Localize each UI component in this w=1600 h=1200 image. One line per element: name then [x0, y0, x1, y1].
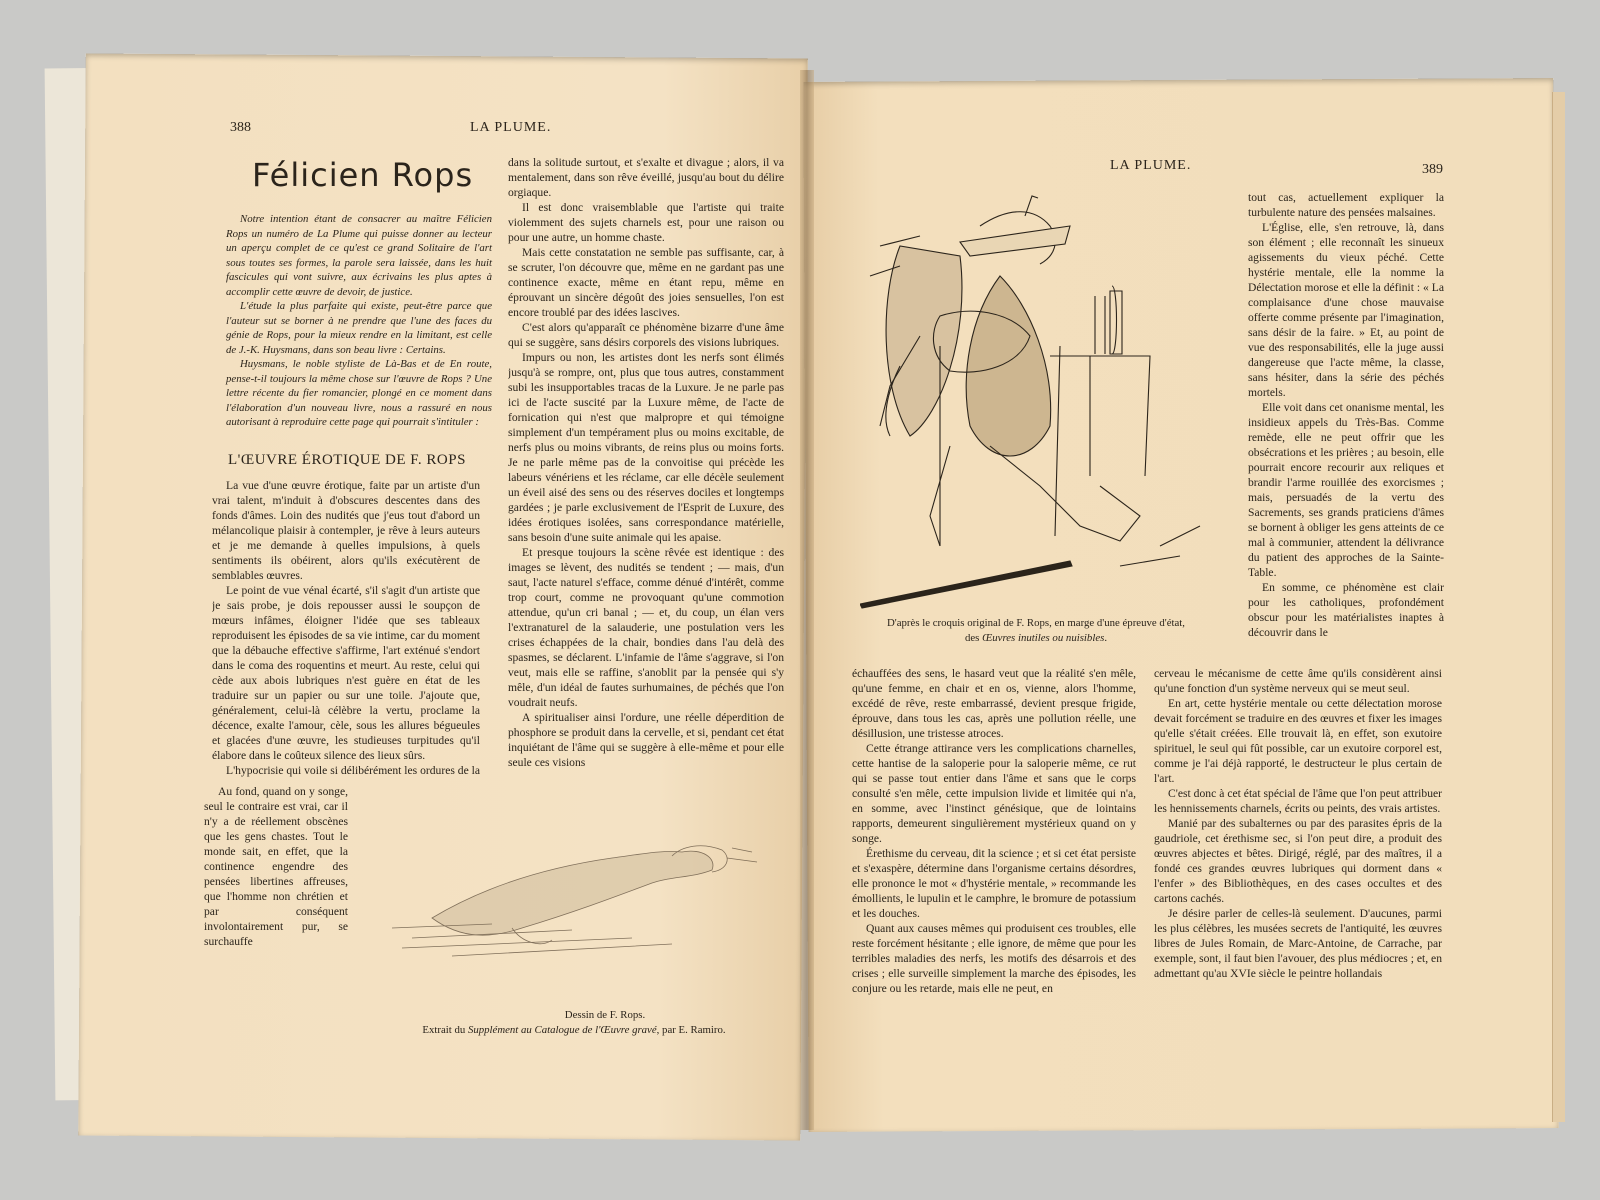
- body-paragraph: C'est alors qu'apparaît ce phénomène bizarre d'une âme qui se suggère, sans désirs corporels des visions lubriques.: [508, 321, 784, 349]
- left-column-1: [212, 478, 480, 778]
- intro-block: [226, 212, 492, 430]
- body-paragraph: C'est donc à cet état spécial de l'âme que l'on peut attribuer les hennissements charnels, écrits ou peints, des vrais artistes.: [1154, 787, 1442, 815]
- body-paragraph: Érethisme du cerveau, dit la science ; et si cet état persiste et s'exaspère, détermine dans l'organisme certains désordres, elle prononce le mot « d'hystérie mentale, » recommande les émollients, le lupulin et le camphre, le bromure de potassium et les douches.: [852, 847, 1136, 920]
- book-gutter: [800, 70, 814, 1130]
- intro-paragraph: Huysmans, le noble styliste de Là-Bas et de En route, pense-t-il toujours la même chose sur l'œuvre de Rops ? Une lettre récente du fier romancier, plongé en ce moment dans l'élaboration d'un nouveau livre, nous a rassuré en nous autorisant à reproduire cette page qui pourrait s'intituler :: [226, 358, 492, 428]
- body-paragraph: échauffées des sens, le hasard veut que la réalité s'en mêle, qu'une femme, en chair et en os, vienne, alors l'homme, excédé de rêve, reste embarrassé, devient presque frigide, éprouve, dans tous les cas, après une pollution réelle, une désillusion, une tristesse atroces.: [852, 667, 1136, 740]
- caption-text: des: [964, 632, 983, 644]
- left-column-2: [508, 155, 784, 815]
- page-edges: [1552, 92, 1565, 1122]
- caption-title: Supplément au Catalogue de l'Œuvre gravé: [467, 1024, 657, 1036]
- left-page-number: 388: [230, 120, 251, 135]
- right-column-1: [852, 666, 1136, 1030]
- left-column-1-narrow: [204, 784, 348, 1012]
- right-column-2: [1154, 666, 1442, 1030]
- body-paragraph: Le point de vue vénal écarté, s'il s'agit d'un artiste que je sais probe, je dois repousser aussi le soupçon de mœurs infâmes, éloigner l'idée que ses tableaux reproduisent les épisodes de sa vie intime, car du moment que la débauche effective s'affirme, l'art exténué s'endort dans le coma des roquentins et meurt. Au reste, celui qui cède aux abois lubriques n'est guère en état de les traduire sur un papier ou sur une toile. J'ajoute que, généralement, celui-là célèbre la vertu, proclame la décence, exalte l'amour, cèle, sous les allures bégueules et glacées d'une œuvre, les studieuses turpitudes qu'il élabore dans le coûteux silence des lieux sûrs.: [212, 584, 480, 762]
- right-running-head: LA PLUME.: [1110, 158, 1192, 173]
- body-paragraph: A spiritualiser ainsi l'ordure, une réelle déperdition de phosphore se produit dans la cervelle, et si, pendant cet état inquiétant de l'âme qui se suggère à elle-même et pour elle seule ces visions: [508, 711, 784, 769]
- intro-paragraph: Notre intention étant de consacrer au maître Félicien Rops un numéro de La Plume qui puisse donner au lecteur un aperçu complet de ce qu'est ce grand Solitaire de l'art sous toutes ses formes, la parole sera laissée, dans les huit fascicules qui vont suivre, aux écrivains les plus aptes à accomplir cette œuvre de devoir, de justice.: [226, 213, 492, 298]
- body-paragraph: Au fond, quand on y songe, seul le contraire est vrai, car il n'y a de réellement obscènes que les gens chastes. Tout le monde sait, en effet, que la continence engendre des pensées libertines affreuses, que l'homme non chrétien et par conséquent involontairement pur, se surchauffe: [204, 785, 348, 948]
- body-paragraph: Quant aux causes mêmes qui produisent ces troubles, elle reste forcément hésitante ; elle ignore, de même que pour les terribles maladies des nerfs, les motifs des désarrois et des crises ; elle surveille simplement la marche des épisodes, les conjure ou les retarde, mais elle ne peut, en: [852, 922, 1136, 995]
- body-paragraph: Cette étrange attirance vers les complications charnelles, cette hantise de la saloperie pour la saloperie même, ce rut qui se passe tout entier dans l'âme et sans que le corps consulté s'en mêle, cette impulsion livide et limitée qui n'a, en somme, avec l'instinct génésique, que de lointains rapports, demeurent singulièrement mystérieux quand on y songe.: [852, 742, 1136, 845]
- right-figure-caption-2: [840, 631, 1232, 645]
- body-paragraph: Impurs ou non, les artistes dont les nerfs sont élimés jusqu'à se rompre, ont, plus que tous autres, constamment subi les insupportables tracas de la Luxure. Je ne parle pas ici de l'acte suscité par la Luxure même, de l'acte de fornication qui n'est que malpropre et qui témoigne simplement d'un tempérament plus ou moins excitable, de nerfs plus ou moins vibrants, de reins plus ou moins forts. Je ne parle même pas de la convoitise qui précède les labeurs vénériens et les réclame, car elle décèle seulement un éveil aisé des sens ou des réserves dociles et longtemps gardées ; je parle exclusivement de l'Esprit de Luxure, des idées érotiques isolées, sans correspondance matérielle, sans besoin d'une suite animale qui les apaise.: [508, 351, 784, 544]
- body-paragraph: Manié par des subalternes ou par des parasites épris de la gaudriole, cet érethisme sec, si l'on peut dire, a produit des œuvres abjectes et bêtes. Dirigé, réglé, par des maîtres, il a fondé ces grandes œuvres lubriques qui dorment dans « l'enfer » des Bibliothèques, en des cases occultes et des cartons cachés.: [1154, 817, 1442, 905]
- right-page-number: 389: [1422, 162, 1443, 177]
- caption-text: Extrait du: [422, 1024, 468, 1036]
- left-figure-caption-1: Dessin de F. Rops.: [564, 1009, 646, 1021]
- caption-title: Œuvres inutiles ou nuisibles: [982, 632, 1105, 644]
- article-title: Félicien Rops: [252, 156, 474, 194]
- body-paragraph: cerveau le mécanisme de cette âme qu'ils considèrent ainsi qu'une fonction d'un système nerveux qui se meut seul.: [1154, 667, 1442, 695]
- left-running-head: LA PLUME.: [470, 120, 552, 135]
- right-figure-caption-1: D'après le croquis original de F. Rops, en marge d'une épreuve d'état,: [887, 617, 1185, 629]
- left-figure-caption-2: [384, 1023, 764, 1037]
- body-paragraph: L'hypocrisie qui voile si délibérément les ordures de la: [226, 764, 480, 777]
- body-paragraph: Mais cette constatation ne semble pas suffisante, car, à se scruter, l'on découvre que, même en ne gardant pas une continence exacte, même en étant repu, même en éprouvant un sincère dégoût des joies sensuelles, l'on est encore troublé par des idées lascives.: [508, 246, 784, 319]
- body-paragraph: En somme, ce phénomène est clair pour les catholiques, profondément obscur pour les matérialistes inaptes à découvrir dans le: [1248, 581, 1444, 639]
- right-top-column: [1248, 190, 1444, 656]
- body-paragraph: La vue d'une œuvre érotique, faite par un artiste d'un vrai talent, m'induit à d'obscures descentes dans des fonds d'âmes. Loin des nudités que j'eus tout d'abord un mélancolique plaisir à contempler, je rêve à leurs auteurs et je me demande à quelles impulsions, à quels sentiments ils obéirent, alors qu'ils exécutèrent de semblables œuvres.: [212, 479, 480, 582]
- body-paragraph: tout cas, actuellement expliquer la turbulente nature des pensées malsaines.: [1248, 191, 1444, 219]
- body-paragraph: Il est donc vraisemblable que l'artiste qui traite violemment des sujets charnels est, pour une raison ou pour une autre, un homme chaste.: [508, 201, 784, 244]
- body-paragraph: En art, cette hystérie mentale ou cette délectation morose devait forcément se traduire en des œuvres et fixer les images qu'elle s'était créées. Elle trouvait là, en effet, son exutoire spirituel, le seul qui fût possible, car un exutoire corporel est, comme je l'ai déjà rapporté, le destructeur le plus certain de l'art.: [1154, 697, 1442, 785]
- intro-paragraph: L'étude la plus parfaite qui existe, peut-être parce que l'auteur sut se borner à ne prendre que l'une des faces du génie de Rops, pour la mieux rendre en la limitant, est celle de J.-K. Huysmans, dans son beau livre : Certains.: [226, 300, 492, 356]
- body-paragraph: dans la solitude surtout, et s'exalte et divague ; alors, il va mentalement, dans son rêve éveillé, jusqu'au bout du délire orgiaque.: [508, 156, 784, 199]
- seated-man-sketch: [860, 186, 1210, 616]
- body-paragraph: Et presque toujours la scène rêvée est identique : des images se lèvent, des nudités se tendent ; — mais, d'un saut, l'acte naturel s'efface, comme dénué d'intérêt, comme trop court, comme ne provoquant qu'une commotion attendue, qu'un cri banal ; — et, du coup, un élan vers l'extranaturel de la salauderie, une postulation vers les crises échappées de la chair, bondies dans l'au delà des spasmes, se déclarent. L'infamie de l'âme s'aggrave, si l'on veut, mais elle se raffine, s'anoblit par la pensée qui s'y mêle, d'un idéal de fautes surhumaines, de péchés que l'on voudrait neufs.: [508, 546, 784, 709]
- body-paragraph: L'Église, elle, s'en retrouve, là, dans son élément ; elle reconnaît les sinueux agissements du vieux péché. Cette hystérie mentale, elle la nomme la Délectation morose et elle la définit : « La complaisance d'une chose mauvaise offerte comme présente par l'imagination, sans désir de la faire. » Et, au point de vue des responsabilités, elle la juge aussi dangereuse que l'acte même, la classe, sans hésiter, dans la série des péchés mortels.: [1248, 221, 1444, 399]
- reclining-figure-drawing: [372, 828, 772, 968]
- section-heading: L'ŒUVRE ÉROTIQUE DE F. ROPS: [228, 452, 466, 468]
- body-paragraph: Elle voit dans cet onanisme mental, les insidieux appels du Très-Bas. Comme remède, elle ne peut offrir que les obsécrations et les prières ; au besoin, elle pourrait encore recourir aux reliques et brandir l'arme rouillée des exorcismes ; mais, persuadés de la vertu des Sacrements, ses grands praticiens d'âmes se bornent à obliger les gens atteints de ce mal à communier, attendent la délivrance du patient des approches de la Sainte-Table.: [1248, 401, 1444, 579]
- caption-text: .: [1104, 632, 1108, 644]
- body-paragraph: Je désire parler de celles-là seulement. D'aucunes, parmi les plus célèbres, les musées secrets de l'antiquité, les œuvres libres de Jules Romain, de Marc-Antoine, de Carrache, par exemple, sont, il faut bien l'avouer, des plus médiocres ; et, en admettant qu'au XVIe siècle le peintre hollandais: [1154, 907, 1442, 980]
- caption-text: , par E. Ramiro.: [656, 1024, 726, 1036]
